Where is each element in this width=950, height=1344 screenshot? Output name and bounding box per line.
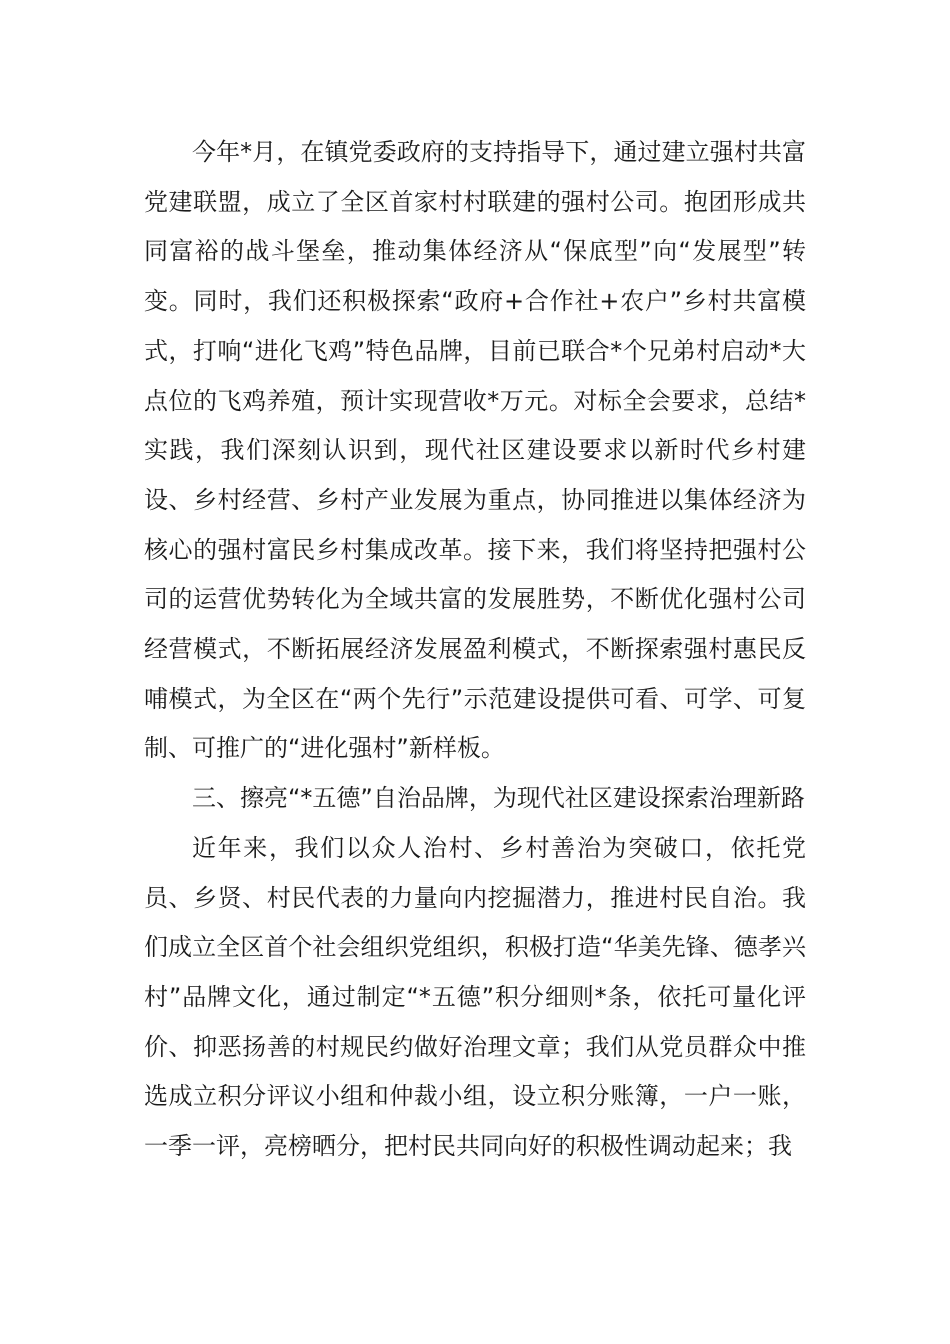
section-heading-three: 三、擦亮“*五德”自治品牌，为现代社区建设探索治理新路 [192, 784, 805, 813]
document-body [144, 128, 806, 1172]
paragraph-strong-village-company: 今年*月，在镇党委政府的支持指导下，通过建立强村共富党建联盟，成立了全区首家村村联建的强村公司。抱团形成共同富裕的战斗堡垒，推动集体经济从“保底型”向“发展型”转变。同时，我们还积极探索“政府+合作社+农户”乡村共富模式，打响“进化飞鸡”特色品牌，目前已联合*个兄弟村启动*大点位的飞鸡养殖，预计实现营收*万元。对标全会要求，总结*实践，我们深刻认识到，现代社区建设要求以新时代乡村建设、乡村经营、乡村产业发展为重点，协同推进以集体经济为核心的强村富民乡村集成改革。接下来，我们将坚持把强村公司的运营优势转化为全域共富的发展胜势，不断优化强村公司经营模式，不断拓展经济发展盈利模式，不断探索强村惠民反哺模式，为全区在“两个先行”示范建设提供可看、可学、可复制、可推广的“进化强村”新样板。 [144, 138, 806, 763]
paragraph-village-self-governance: 近年来，我们以众人治村、乡村善治为突破口，依托党员、乡贤、村民代表的力量向内挖掘潜力，推进村民自治。我们成立全区首个社会组织党组织，积极打造“华美先锋、德孝兴村”品牌文化，通过制定“*五德”积分细则*条，依托可量化评价、抑恶扬善的村规民约做好治理文章；我们从党员群众中推选成立积分评议小组和仲裁小组，设立积分账簿，一户一账，一季一评，亮榜晒分，把村民共同向好的积极性调动起来；我 [144, 833, 806, 1161]
